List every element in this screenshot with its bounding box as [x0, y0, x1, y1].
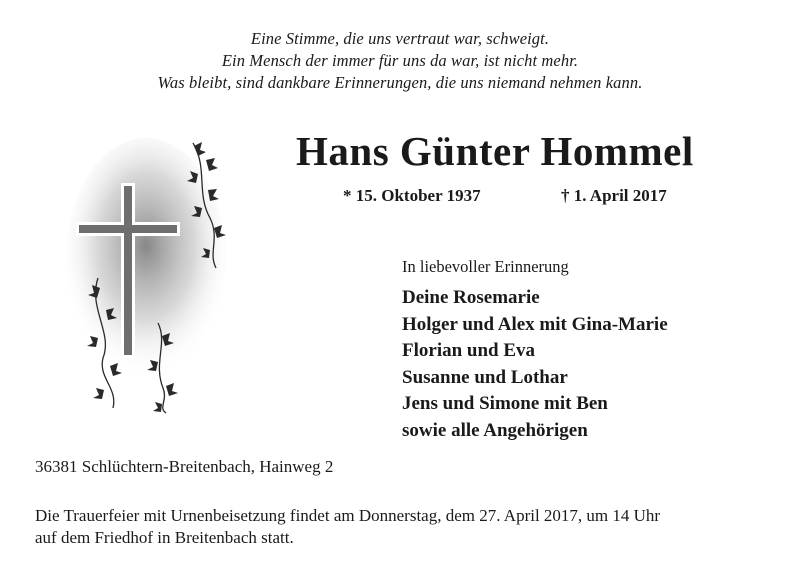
mourner-line: Deine Rosemarie — [402, 287, 540, 308]
ceremony-line: Die Trauerfeier mit Urnenbeisetzung findet am Donnerstag, dem 27. April 2017, um 14 Uhr — [35, 506, 661, 525]
poem-line: Was bleibt, sind dankbare Erinnerungen, die uns niemand nehmen kann. — [157, 73, 643, 92]
cross-with-ivy-icon — [58, 138, 248, 414]
death-date: † 1. April 2017 — [561, 186, 667, 205]
memory-heading: In liebevoller Erinnerung — [402, 257, 569, 276]
birth-date: * 15. Oktober 1937 — [343, 186, 481, 205]
ceremony-line: auf dem Friedhof in Breitenbach statt. — [35, 528, 294, 547]
address: 36381 Schlüchtern-Breitenbach, Hainweg 2 — [35, 457, 334, 476]
mourner-line: Jens und Simone mit Ben — [402, 393, 608, 414]
deceased-name: Hans Günter Hommel — [296, 128, 694, 174]
mourner-line: Holger und Alex mit Gina-Marie — [402, 313, 668, 335]
mourners-list — [402, 285, 668, 444]
poem-line: Ein Mensch der immer für uns da war, ist nicht mehr. — [221, 51, 579, 70]
mourner-line: Susanne und Lothar — [402, 366, 568, 388]
mourner-line: sowie alle Angehörigen — [402, 419, 588, 441]
ceremony-notice — [35, 505, 660, 549]
poem — [60, 28, 740, 94]
mourner-line: Florian und Eva — [402, 340, 536, 361]
poem-line: Eine Stimme, die uns vertraut war, schweigt. — [250, 29, 550, 48]
